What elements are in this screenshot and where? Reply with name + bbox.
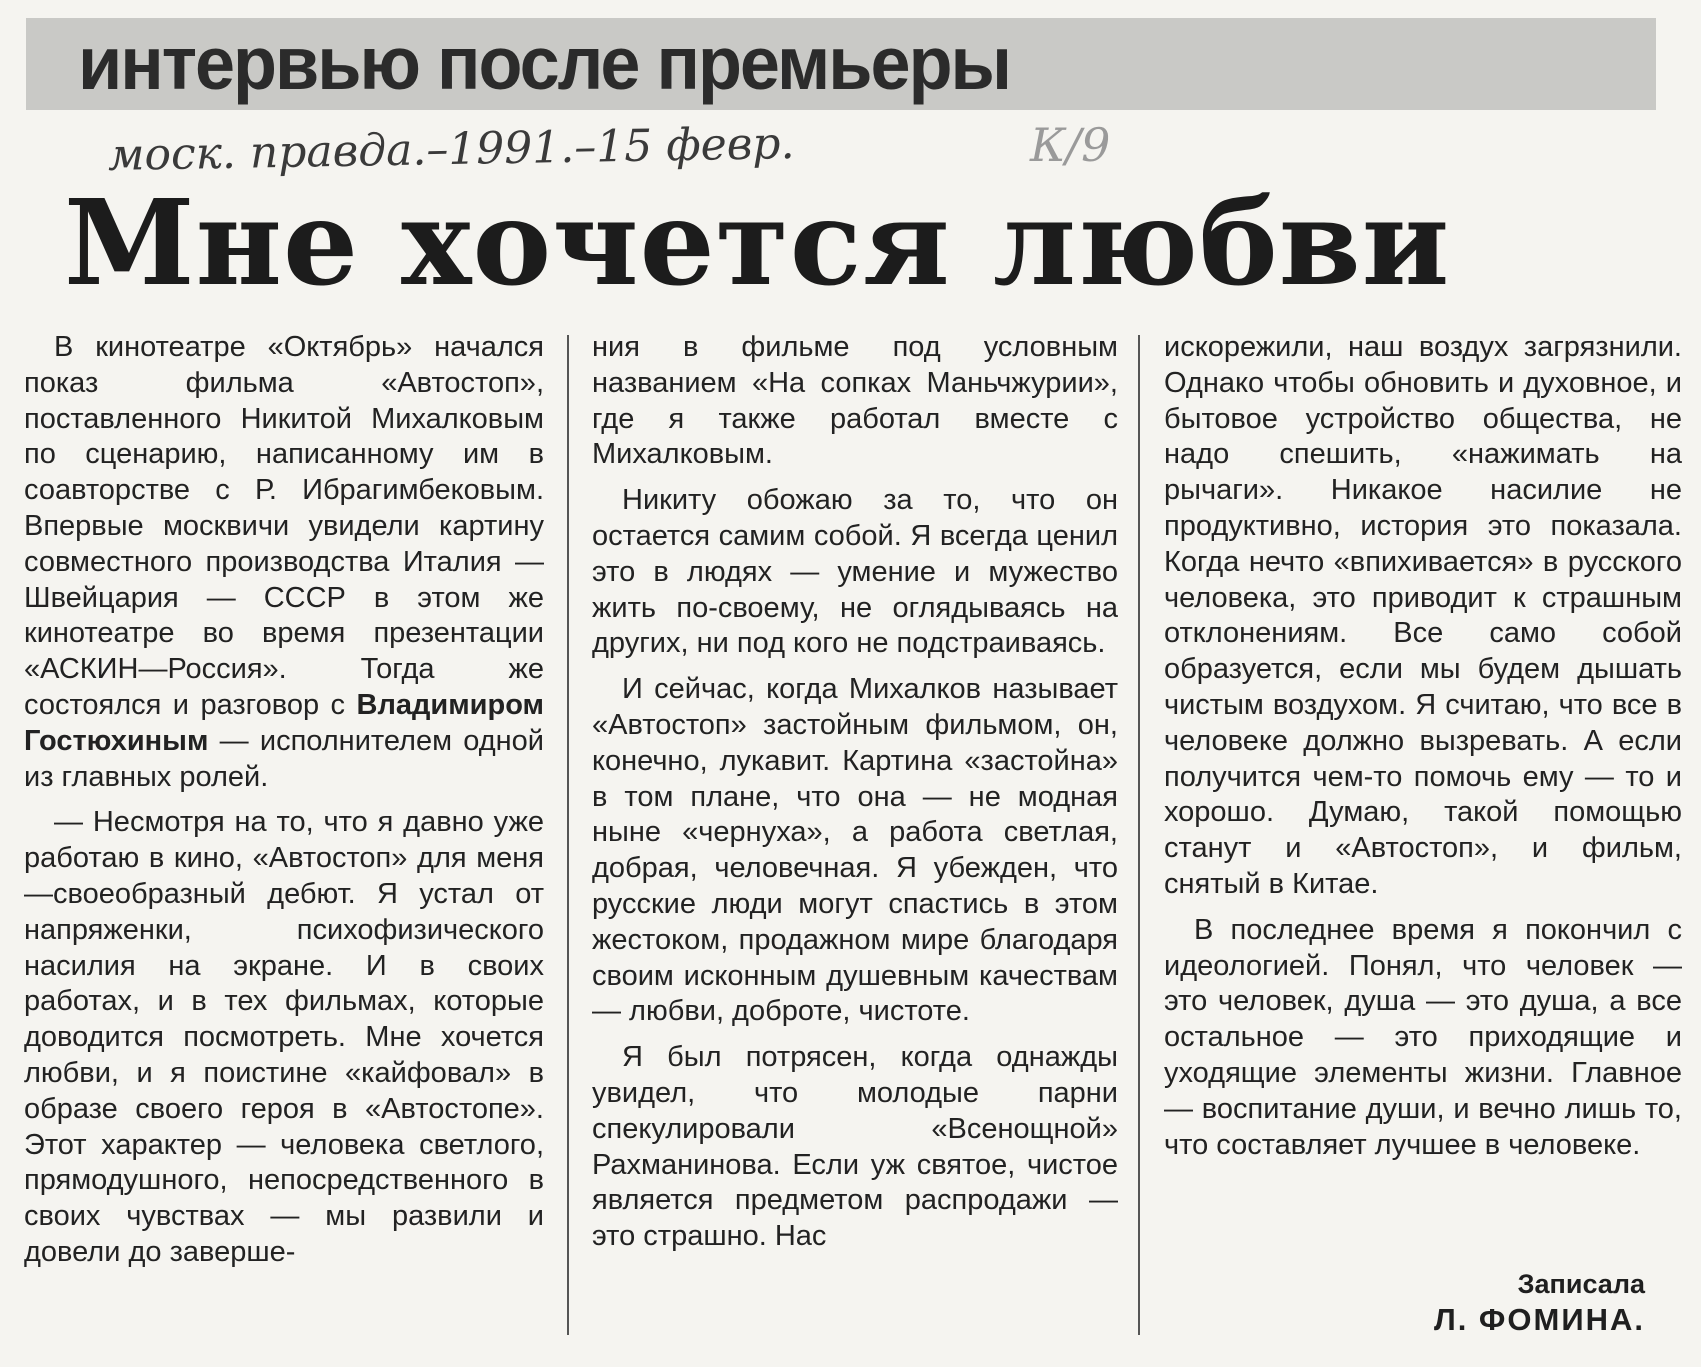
- article-column-3: [1164, 330, 1682, 1163]
- article-headline: Мне хочется любви: [64, 173, 1451, 312]
- column-divider: [1138, 335, 1140, 1335]
- paragraph: искорежили, наш воздух загрязнили. Однако чтобы обновить и духовное, и бытовое устройство общества, не надо спешить, «нажимать на рычаги». Никакое насилие не продуктивно, история это показала. Когда нечто «впихивается» в русского человека, это приводит к страшным отклонениям. Все само собой образуется, если мы будем дышать чистым воздухом. Я считаю, что все в человеке должно вызревать. А если получится чем-то помочь ему — то и хорошо. Думаю, такой помощью станут и «Автостоп», и фильм, снятый в Китае.: [1164, 331, 1682, 900]
- signature-label: Записала: [1517, 1269, 1645, 1299]
- handwritten-source-note: моск. правда.–1991.–15 февр.: [107, 118, 795, 181]
- paragraph: Я был потрясен, когда однажды увидел, что молодые парни спекулировали «Всенощной» Рахманинова. Если уж святое, чистое является предметом распродажи — это страшно. Нас: [592, 1041, 1118, 1253]
- column-divider: [567, 335, 569, 1335]
- paragraph-text: В кинотеатре «Октябрь» начался показ фильма «Автостоп», поставленного Никитой Михалковым по сценарию, написанному им в соавторстве с Р. Ибрагимбековым. Впервые москвичи увидели картину совместного производства Италия — Швейцария — СССР в этом же кинотеатре во время презентации «АСКИН—Россия». Тогда же состоялся и разговор с: [24, 331, 544, 721]
- paragraph: Никиту обожаю за то, что он остается самим собой. Я всегда ценил это в людях — умение и мужество жить по-своему, не оглядываясь на других, ни под кого не подстраиваясь.: [592, 484, 1118, 660]
- paragraph-text: — исполнителем одной из главных ролей.: [24, 724, 544, 793]
- paragraph: В последнее время я покончил с идеологией. Понял, что человек — это человек, душа — это душа, а все остальное — это приходящие и уходящие элементы жизни. Главное — воспитание души, и вечно лишь то, что составляет лучшее в человеке.: [1164, 913, 1682, 1161]
- rubric-banner: [26, 18, 1656, 110]
- paragraph: [24, 330, 544, 795]
- author-signature: [1434, 1268, 1645, 1340]
- paragraph: — Несмотря на то, что я давно уже работаю в кино, «Автостоп» для меня—своеобразный дебют. Я устал от напряженки, психофизического насилия на экране. И в своих работах, и в тех фильмах, которые доводится посмотреть. Мне хочется любви, и я поистине «кайфовал» в образе своего героя в «Автостопе». Этот характер — человека светлого, прямодушного, непосредственного в своих чувствах — мы развили и довели до заверше-: [24, 806, 544, 1268]
- article-column-1: [24, 330, 544, 1271]
- article-column-2: [592, 330, 1118, 1255]
- interviewee-name: Владимиром Гостюхиным: [24, 688, 545, 757]
- rubric-title: интервью после премьеры: [78, 22, 1011, 106]
- paragraph: ния в фильме под условным названием «На сопках Маньчжурии», где я также работал вместе с Михалковым.: [592, 331, 1118, 471]
- signature-name: Л. ФОМИНА.: [1433, 1302, 1645, 1337]
- paragraph: И сейчас, когда Михалков называет «Автостоп» застойным фильмом, он, конечно, лукавит. Картина «застойна» в том плане, что она — не модная ныне «чернуха», а работа светлая, добрая, человечная. Я убежден, что русские люди могут спастись в этом жестоком, продажном мире благодаря своим исконным душевным качествам — любви, доброте, чистоте.: [592, 673, 1118, 1028]
- handwritten-archive-mark: К/9: [1030, 118, 1111, 172]
